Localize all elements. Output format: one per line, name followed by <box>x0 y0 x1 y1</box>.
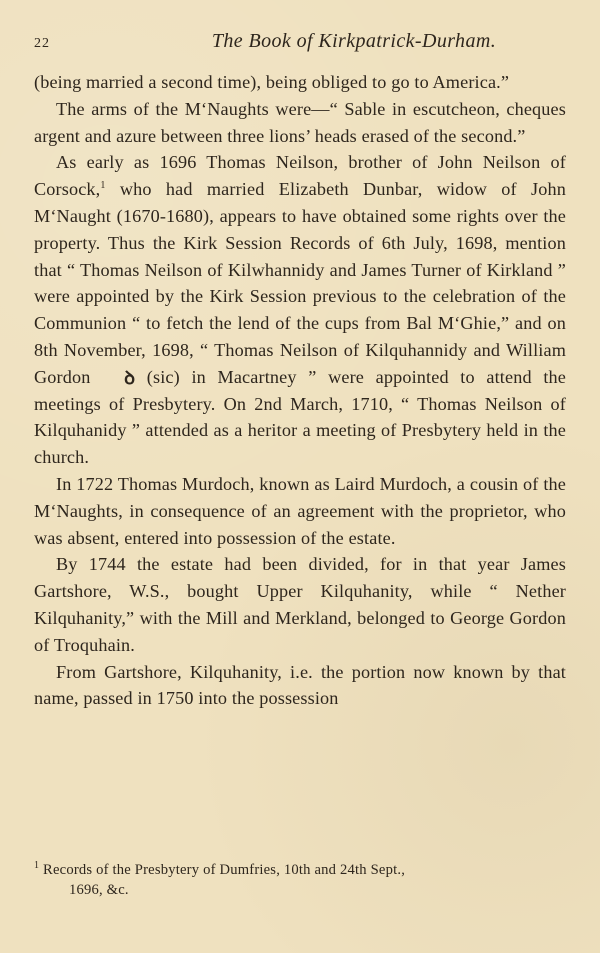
footnote-marker: 1 <box>34 860 40 872</box>
footnote-line-1 <box>34 860 566 880</box>
paragraph-4: In 1722 Thomas Murdoch, known as Laird Murdoch, a cousin of the M‘Naughts, in consequence of an agreement with the proprietor, who was absent, entered into possession of the estate. <box>34 473 566 548</box>
paragraph-2: The arms of the M‘Naughts were—“ Sable in escutcheon, cheques argent and azure between three lions’ heads erased of the second.” <box>34 98 566 146</box>
footnote-reference: 1 <box>100 180 106 192</box>
brand-mark-symbol: ꝺ <box>124 367 136 388</box>
paragraph-3 <box>34 149 566 471</box>
page-number: 22 <box>34 36 50 51</box>
paragraph-5: By 1744 the estate had been divided, for in that year James Gartshore, W.S., bought Upper Kilquhanity, while “ Nether Kilquhanity,” with the Mill and Merkland, belonged to George Gordon of Troquhain. <box>34 554 566 655</box>
footnote-text-line-1: Records of the Presbytery of Dumfries, 10th and 24th Sept., <box>39 862 406 878</box>
running-title: The Book of Kirkpatrick-Durham. <box>211 30 497 52</box>
page-header <box>34 31 566 55</box>
paragraph-6: From Gartshore, Kilquhanity, i.e. the portion now known by that name, passed in 1750 into the possession <box>34 661 566 709</box>
paragraph-3-text-middle: who had married Elizabeth Dunbar, widow of John M‘Naught (1670-1680), appears to have obtained some rights over the property. Thus the Kirk Session Records of 6th July, 1698, mention that “ Thomas Neilson of Kilwhannidy and James Turner of Kirkland ” were appointed by the Kirk Session previous to the celebration of the Communion “ to fetch the lend of the cups from Bal M‘Ghie,” and on 8th November, 1698, “ Thomas Neilson of Kilquhannidy and William Gordon <box>34 179 566 387</box>
body-text <box>34 69 566 712</box>
footnote <box>34 860 566 900</box>
paragraph-1: (being married a second time), being obliged to go to America.” <box>34 72 510 92</box>
paragraph-3-text-start: As early as 1696 Thomas Neilson, brother of John Neilson of Corsock, <box>34 152 566 200</box>
footnote-line-2: 1696, &c. <box>69 882 129 898</box>
paragraph-3-text-end: (sic) in Macartney ” were appointed to attend the meetings of Presbytery. On 2nd March, 1710, “ Thomas Neilson of Kilquhanidy ” attended as a heritor a meeting of Presbytery held in the church. <box>34 366 567 468</box>
